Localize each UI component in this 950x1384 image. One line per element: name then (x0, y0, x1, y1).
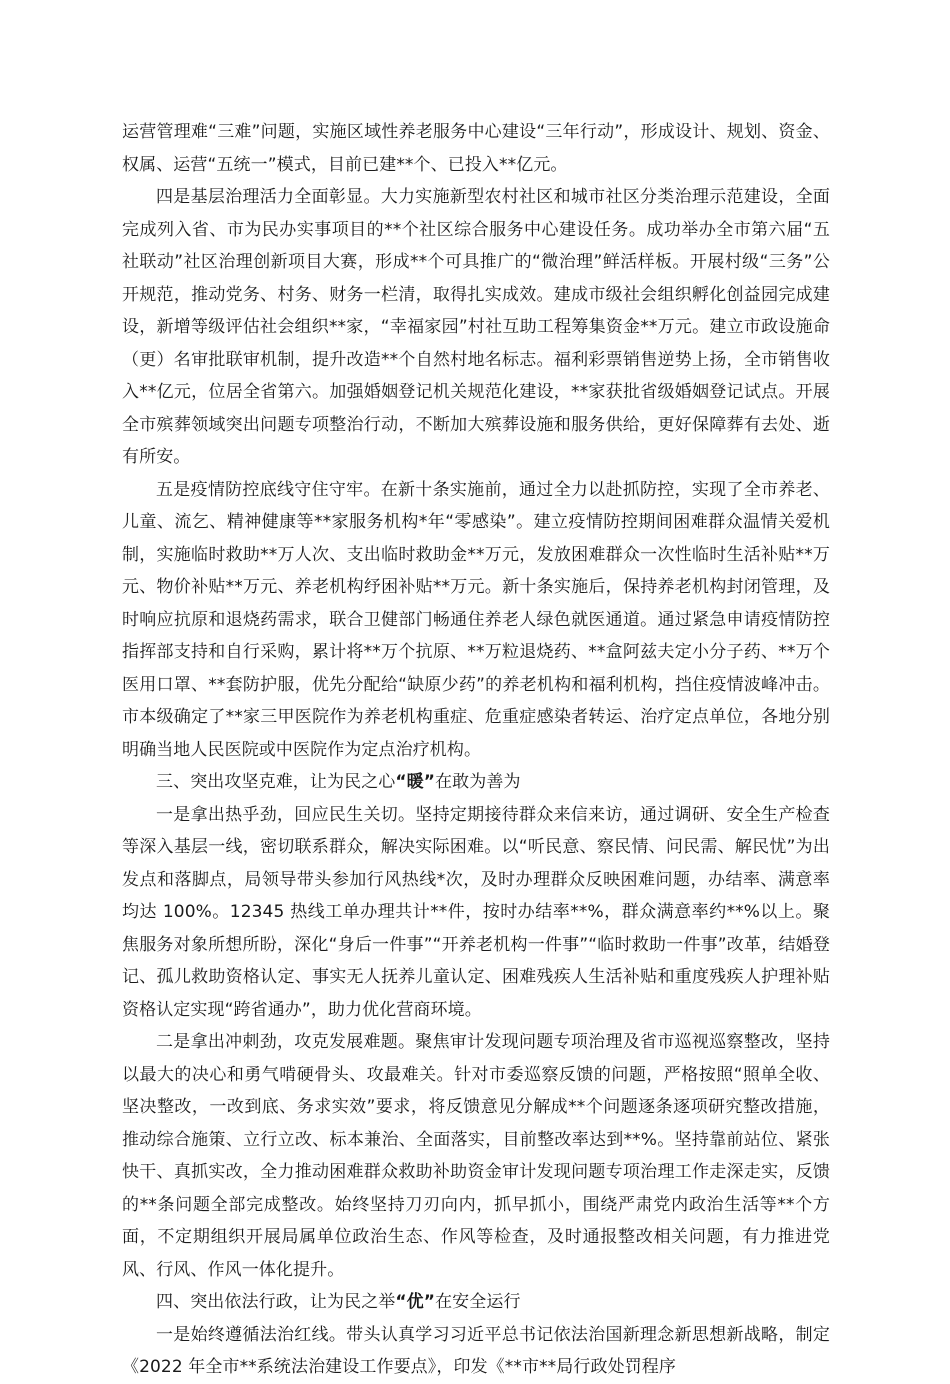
paragraph-continuation: 运营管理难“三难”问题，实施区域性养老服务中心建设“三年行动”，形成设计、规划、资金、权属、运营“五统一”模式，目前已建**个、已投入**亿元。 (122, 122, 830, 175)
section-heading-three (122, 766, 830, 799)
section-heading-prefix: 三、突出攻坚克难，让为民之心 (156, 772, 396, 792)
paragraph-rule-of-law: 一是始终遵循法治红线。带头认真学习习近平总书记依法治国新理念新思想新战略，制定《2022 年全市**系统法治建设工作要点》，印发《**市**局行政处罚程序 (122, 1324, 830, 1377)
section-heading-four (122, 1286, 830, 1319)
paragraph-respond-livelihood: 一是拿出热乎劲，回应民生关切。坚持定期接待群众来信来访，通过调研、安全生产检查等深入基层一线，密切联系群众，解决实际困难。以“听民意、察民情、问民需、解民忧”为出发点和落脚点，局领导带头参加行风热线*次，及时办理群众反映困难问题，办结率、满意率均达 100%。12345 热线工单办理共计**件，按时办结率**%，群众满意率约**%以上。聚焦服务对象所想所盼，深化“身后一件事”“开养老机构一件事”“临时救助一件事”改革，结婚登记、孤儿救助资格认定、事实无人抚养儿童认定、困难残疾人生活补贴和重度残疾人护理补贴资格认定实现“跨省通办”，助力优化营商环境。 (122, 804, 830, 1020)
section-heading-emphasis: “优” (395, 1292, 436, 1312)
section-heading-prefix: 四、突出依法行政，让为民之举 (156, 1292, 396, 1312)
section-heading-emphasis: “暖” (395, 772, 436, 792)
paragraph-grassroots-governance: 四是基层治理活力全面彰显。大力实施新型农村社区和城市社区分类治理示范建设，全面完成列入省、市为民办实事项目的**个社区综合服务中心建设任务。成功举办全市第六届“五社联动”社区治理创新项目大赛，形成**个可具推广的“微治理”鲜活样板。开展村级“三务”公开规范，推动党务、村务、财务一栏清，取得扎实成效。建成市级社会组织孵化创益园完成建设，新增等级评估社会组织**家，“幸福家园”村社互助工程筹集资金**万元。建立市政设施命（更）名审批联审机制，提升改造**个自然村地名标志。福利彩票销售逆势上扬，全市销售收入**亿元，位居全省第六。加强婚姻登记机关规范化建设，**家获批省级婚姻登记试点。开展全市殡葬领域突出问题专项整治行动，不断加大殡葬设施和服务供给，更好保障葬有去处、逝有所安。 (122, 187, 830, 467)
document-page (122, 116, 830, 1384)
paragraph-epidemic-prevention: 五是疫情防控底线守住守牢。在新十条实施前，通过全力以赴抓防控，实现了全市养老、儿童、流乞、精神健康等**家服务机构*年“零感染”。建立疫情防控期间困难群众温情关爱机制，实施临时救助**万人次、支出临时救助金**万元，发放困难群众一次性临时生活补贴**万元、物价补贴**万元、养老机构纾困补贴**万元。新十条实施后，保持养老机构封闭管理，及时响应抗原和退烧药需求，联合卫健部门畅通住养老人绿色就医通道。通过紧急申请疫情防控指挥部支持和自行采购，累计将**万个抗原、**万粒退烧药、**盒阿兹夫定小分子药、**万个医用口罩、**套防护服，优先分配给“缺原少药”的养老机构和福利机构，挡住疫情波峰冲击。市本级确定了**家三甲医院作为养老机构重症、危重症感染者转运、治疗定点单位，各地分别明确当地人民医院或中医院作为定点治疗机构。 (122, 479, 830, 760)
section-heading-suffix: 在安全运行 (435, 1292, 521, 1312)
paragraph-overcome-difficulties: 二是拿出冲刺劲，攻克发展难题。聚焦审计发现问题专项治理及省市巡视巡察整改，坚持以最大的决心和勇气啃硬骨头、攻最难关。针对市委巡察反馈的问题，严格按照“照单全收、坚决整改，一改到底、务求实效”要求，将反馈意见分解成**个问题逐条逐项研究整改措施，推动综合施策、立行立改、标本兼治、全面落实，目前整改率达到**%。坚持靠前站位、紧张快干、真抓实改，全力推动困难群众救助补助资金审计发现问题专项治理工作走深走实，反馈的**条问题全部完成整改。始终坚持刀刃向内，抓早抓小，围绕严肃党内政治生活等**个方面，不定期组织开展局属单位政治生态、作风等检查，及时通报整改相关问题，有力推进党风、行风、作风一体化提升。 (122, 1032, 830, 1280)
section-heading-suffix: 在敢为善为 (435, 772, 521, 792)
